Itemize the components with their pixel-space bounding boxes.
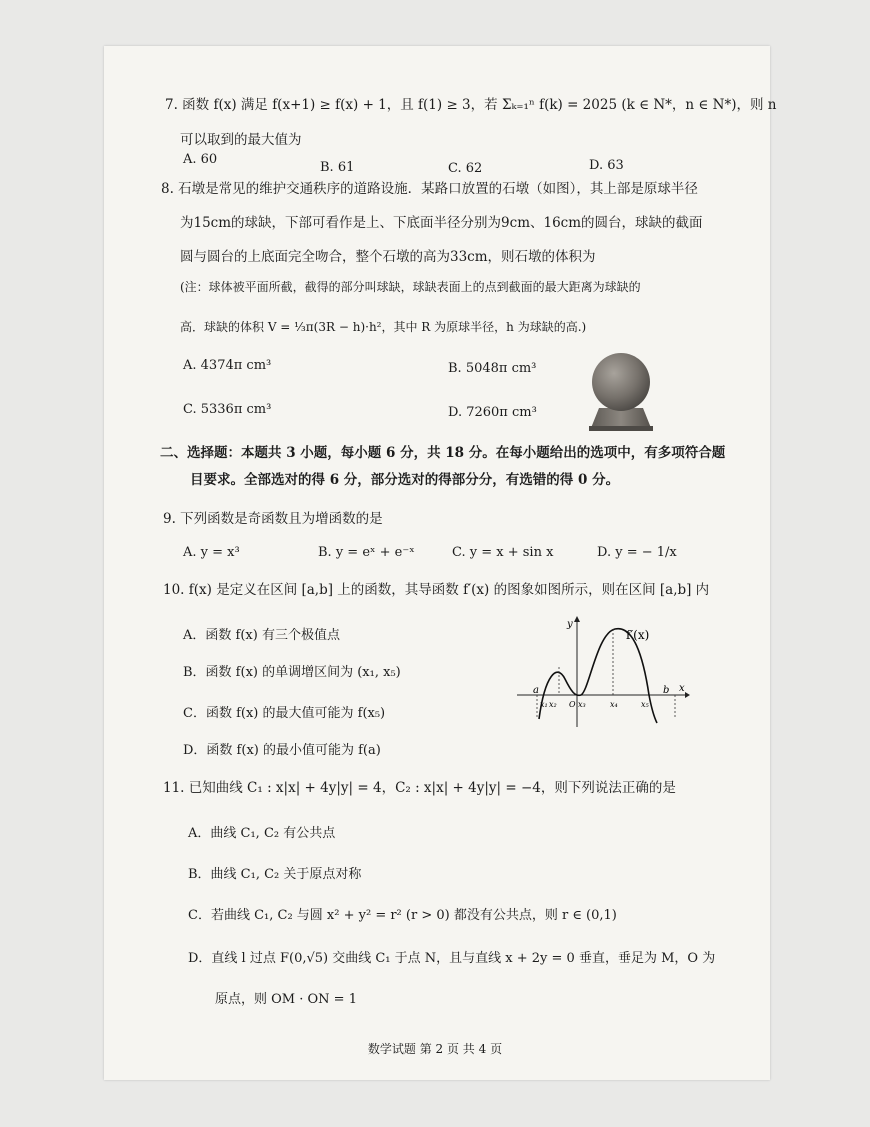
tick-x5: x₅ [641, 700, 649, 709]
section2-heading-line1: 二、选择题：本题共 3 小题，每小题 6 分，共 18 分。在每小题给出的选项中，有多项符合题 [160, 445, 726, 461]
q9-option-d: D. y = − 1/x [597, 545, 677, 560]
q7-option-d: D. 63 [589, 158, 624, 173]
q8-note-line2: 高．球缺的体积 V = ⅓π(3R − h)·h²，其中 R 为原球半径，h 为球缺的高.) [180, 320, 587, 334]
tick-x3: x₃ [578, 700, 586, 709]
q8-option-d: D. 7260π cm³ [448, 405, 537, 420]
q8-stem-line3: 圆与圆台的上底面完全吻合，整个石墩的高为33cm，则石墩的体积为 [180, 249, 596, 265]
q7-option-b: B. 61 [320, 160, 355, 175]
exam-page [104, 46, 770, 1080]
tick-b: b [663, 685, 670, 696]
q7-stem-line1: 7. 函数 f(x) 满足 f(x+1) ≥ f(x) + 1，且 f(1) ≥ 3，若 Σₖ₌₁ⁿ f(k) = 2025 (k ∈ N*，n ∈ N*)，则 n [165, 97, 777, 113]
q9-option-c: C. y = x + sin x [452, 545, 554, 560]
q9-stem: 9. 下列函数是奇函数且为增函数的是 [163, 511, 383, 527]
tick-a: a [533, 685, 539, 696]
q7-option-c: C. 62 [448, 161, 483, 176]
q11-option-b: B．曲线 C₁, C₂ 关于原点对称 [188, 867, 362, 882]
q10-option-b: B．函数 f(x) 的单调增区间为 (x₁, x₅) [183, 665, 401, 680]
q8-stem-line1: 8. 石墩是常见的维护交通秩序的道路设施．某路口放置的石墩（如图），其上部是原球半径 [161, 181, 698, 197]
q11-option-c: C．若曲线 C₁, C₂ 与圆 x² + y² = r² (r > 0) 都没有公共点，则 r ∈ (0,1) [188, 908, 617, 923]
y-axis-label: y [567, 619, 573, 630]
q11-stem: 11. 已知曲线 C₁ : x|x| + 4y|y| = 4，C₂ : x|x| + 4y|y| = −4，则下列说法正确的是 [163, 780, 676, 796]
q10-option-c: C．函数 f(x) 的最大值可能为 f(x₅) [183, 706, 386, 721]
derivative-graph [515, 615, 690, 730]
q8-stem-line2: 为15cm的球缺，下部可看作是上、下底面半径分别为9cm、16cm的圆台，球缺的截面 [180, 215, 703, 231]
q7-stem-line2: 可以取到的最大值为 [180, 132, 302, 148]
q8-note-line1: (注：球体被平面所截，截得的部分叫球缺，球缺表面上的点到截面的最大距离为球缺的 [180, 280, 641, 294]
stone-bollard-image [585, 350, 657, 432]
q11-option-d-line2: 原点，则 OM · ON = 1 [215, 992, 357, 1007]
q9-option-a: A. y = x³ [183, 545, 240, 560]
tick-x2: x₂ [549, 700, 557, 709]
q7-option-a: A. 60 [183, 152, 218, 167]
q8-option-b: B. 5048π cm³ [448, 361, 537, 376]
x-axis-label: x [679, 683, 685, 694]
section2-heading-line2: 目要求。全部选对的得 6 分，部分选对的得部分分，有选错的得 0 分。 [190, 472, 620, 488]
q10-option-a: A．函数 f(x) 有三个极值点 [183, 628, 340, 643]
q10-stem: 10. f(x) 是定义在区间 [a,b] 上的函数，其导函数 f′(x) 的图象如图所示，则在区间 [a,b] 内 [163, 582, 710, 598]
origin-label: O [569, 700, 576, 709]
q9-option-b: B. y = eˣ + e⁻ˣ [318, 545, 415, 560]
tick-x4: x₄ [610, 700, 618, 709]
q8-option-a: A. 4374π cm³ [183, 358, 272, 373]
page-footer: 数学试题 第 2 页 共 4 页 [367, 1042, 503, 1056]
tick-x1: x₁ [540, 700, 548, 709]
q10-option-d: D．函数 f(x) 的最小值可能为 f(a) [183, 743, 381, 758]
q8-option-c: C. 5336π cm³ [183, 402, 272, 417]
q11-option-d-line1: D．直线 l 过点 F(0,√5) 交曲线 C₁ 于点 N，且与直线 x + 2y = 0 垂直，垂足为 M，O 为 [188, 951, 716, 966]
curve-label: f′(x) [626, 628, 650, 642]
q11-option-a: A．曲线 C₁, C₂ 有公共点 [188, 826, 336, 841]
